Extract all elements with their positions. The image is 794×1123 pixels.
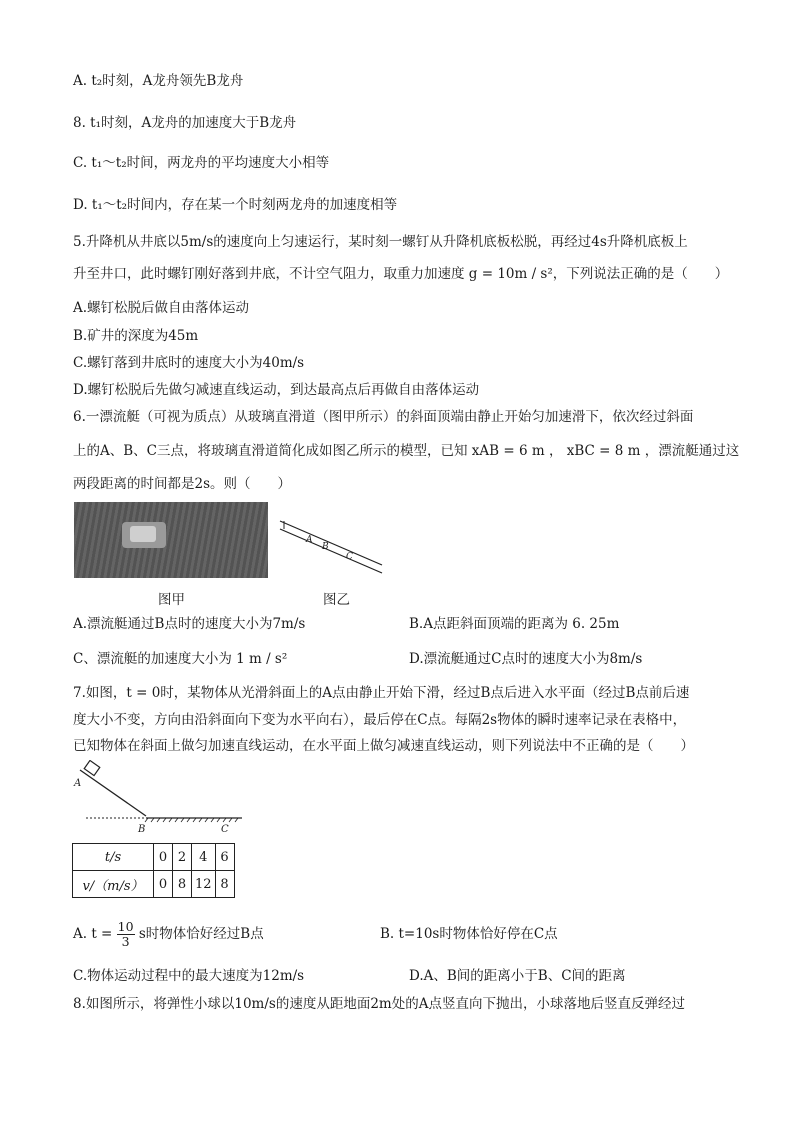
q7-fig-label-b: B	[138, 824, 146, 835]
q6-fig2-caption: 图乙	[323, 592, 350, 608]
q5-option-b: B.矿井的深度为45m	[73, 328, 199, 344]
q5-stem-line2: 升至井口，此时螺钉刚好落到井底，不计空气阻力，取重力加速度 g = 10m / s²，下列说法正确的是（ ）	[73, 266, 729, 282]
table-cell: 0	[154, 871, 173, 898]
q5-stem-line1: 5.升降机从井底以5m/s的速度向上匀速运行，某时刻一螺钉从升降机底板松脱，再经过4s升降机底板上	[73, 234, 688, 250]
table-cell: 8	[215, 871, 234, 898]
q4-option-a: A. t₂时刻，A龙舟领先B龙舟	[73, 73, 244, 89]
q6-figure-slide-model	[278, 515, 388, 575]
q6-stem-line2: 上的A、B、C三点，将玻璃直滑道简化成如图乙所示的模型，已知 xAB = 6 m ， xBC = 8 m ，漂流艇通过这	[73, 443, 740, 459]
table-header-v: v/（m/s）	[73, 871, 154, 898]
q7-stem-line2: 度大小不变，方向由沿斜面向下变为水平向右），最后停在C点。每隔2s物体的瞬时速率记录在表格中，	[73, 712, 687, 728]
table-row	[73, 844, 235, 871]
q7-stem-line1: 7.如图，t = 0时，某物体从光滑斜面上的A点由静止开始下滑，经过B点后进入水平面（经过B点前后速	[73, 685, 690, 701]
q6-option-d: D.漂流艇通过C点时的速度大小为8m/s	[409, 651, 643, 667]
q5-option-a: A.螺钉松脱后做自由落体运动	[73, 300, 250, 316]
q6-stem-line1: 6.一漂流艇（可视为质点）从玻璃直滑道（图甲所示）的斜面顶端由静止开始匀加速滑下，依次经过斜面	[73, 409, 694, 425]
q6-figure-photo	[74, 502, 268, 578]
q7-option-a-prefix: A. t =	[73, 926, 113, 942]
q7-velocity-table	[72, 843, 235, 898]
q7-option-d: D.A、B间的距离小于B、C间的距离	[409, 968, 626, 984]
table-cell: 0	[154, 844, 173, 871]
q7-option-b: B. t=10s时物体恰好停在C点	[380, 926, 558, 942]
table-cell: 8	[173, 871, 192, 898]
fraction: $\frac{10}{3}$	[117, 919, 134, 949]
q7-option-a	[73, 917, 264, 951]
q7-option-a-suffix: s时物体恰好经过B点	[138, 926, 264, 942]
q6-option-b: B.A点距斜面顶端的距离为 6. 25m	[409, 616, 620, 632]
q7-fig-label-c: C	[221, 824, 229, 835]
q8-stem-line1: 8.如图所示，将弹性小球以10m/s的速度从距地面2m处的A点竖直向下抛出，小球落地后竖直反弹经过	[73, 996, 685, 1012]
q6-option-a: A.漂流艇通过B点时的速度大小为7m/s	[73, 616, 306, 632]
q4-option-c: C. t₁～t₂时间，两龙舟的平均速度大小相等	[73, 155, 330, 171]
table-row	[73, 871, 235, 898]
q4-option-b: 8. t₁时刻，A龙舟的加速度大于B龙舟	[73, 115, 297, 131]
table-cell: 12	[192, 871, 216, 898]
table-cell: 2	[173, 844, 192, 871]
q6-stem-line3: 两段距离的时间都是2s。则（ ）	[73, 476, 292, 492]
table-cell: 6	[215, 844, 234, 871]
fig2-label-a: A	[306, 535, 313, 545]
q4-option-d: D. t₁～t₂时间内，存在某一个时刻两龙舟的加速度相等	[73, 197, 398, 213]
q6-fig1-caption: 图甲	[158, 592, 185, 608]
q7-option-c: C.物体运动过程中的最大速度为12m/s	[73, 968, 305, 984]
q7-stem-line3: 已知物体在斜面上做匀加速直线运动，在水平面上做匀减速直线运动，则下列说法中不正确的是（ ）	[73, 738, 694, 754]
q5-option-c: C.螺钉落到井底时的速度大小为40m/s	[73, 355, 305, 371]
fig2-label-b: B	[322, 542, 329, 552]
q5-option-d: D.螺钉松脱后先做匀减速直线运动，到达最高点后再做自由落体运动	[73, 382, 480, 398]
q7-fig-label-a: A	[74, 778, 82, 789]
fig2-label-c: C	[346, 552, 353, 562]
table-cell: 4	[192, 844, 216, 871]
q7-figure-incline	[72, 760, 262, 838]
table-header-t: t/s	[73, 844, 154, 871]
q6-option-c: C、漂流艇的加速度大小为 1 m / s²	[73, 651, 288, 667]
